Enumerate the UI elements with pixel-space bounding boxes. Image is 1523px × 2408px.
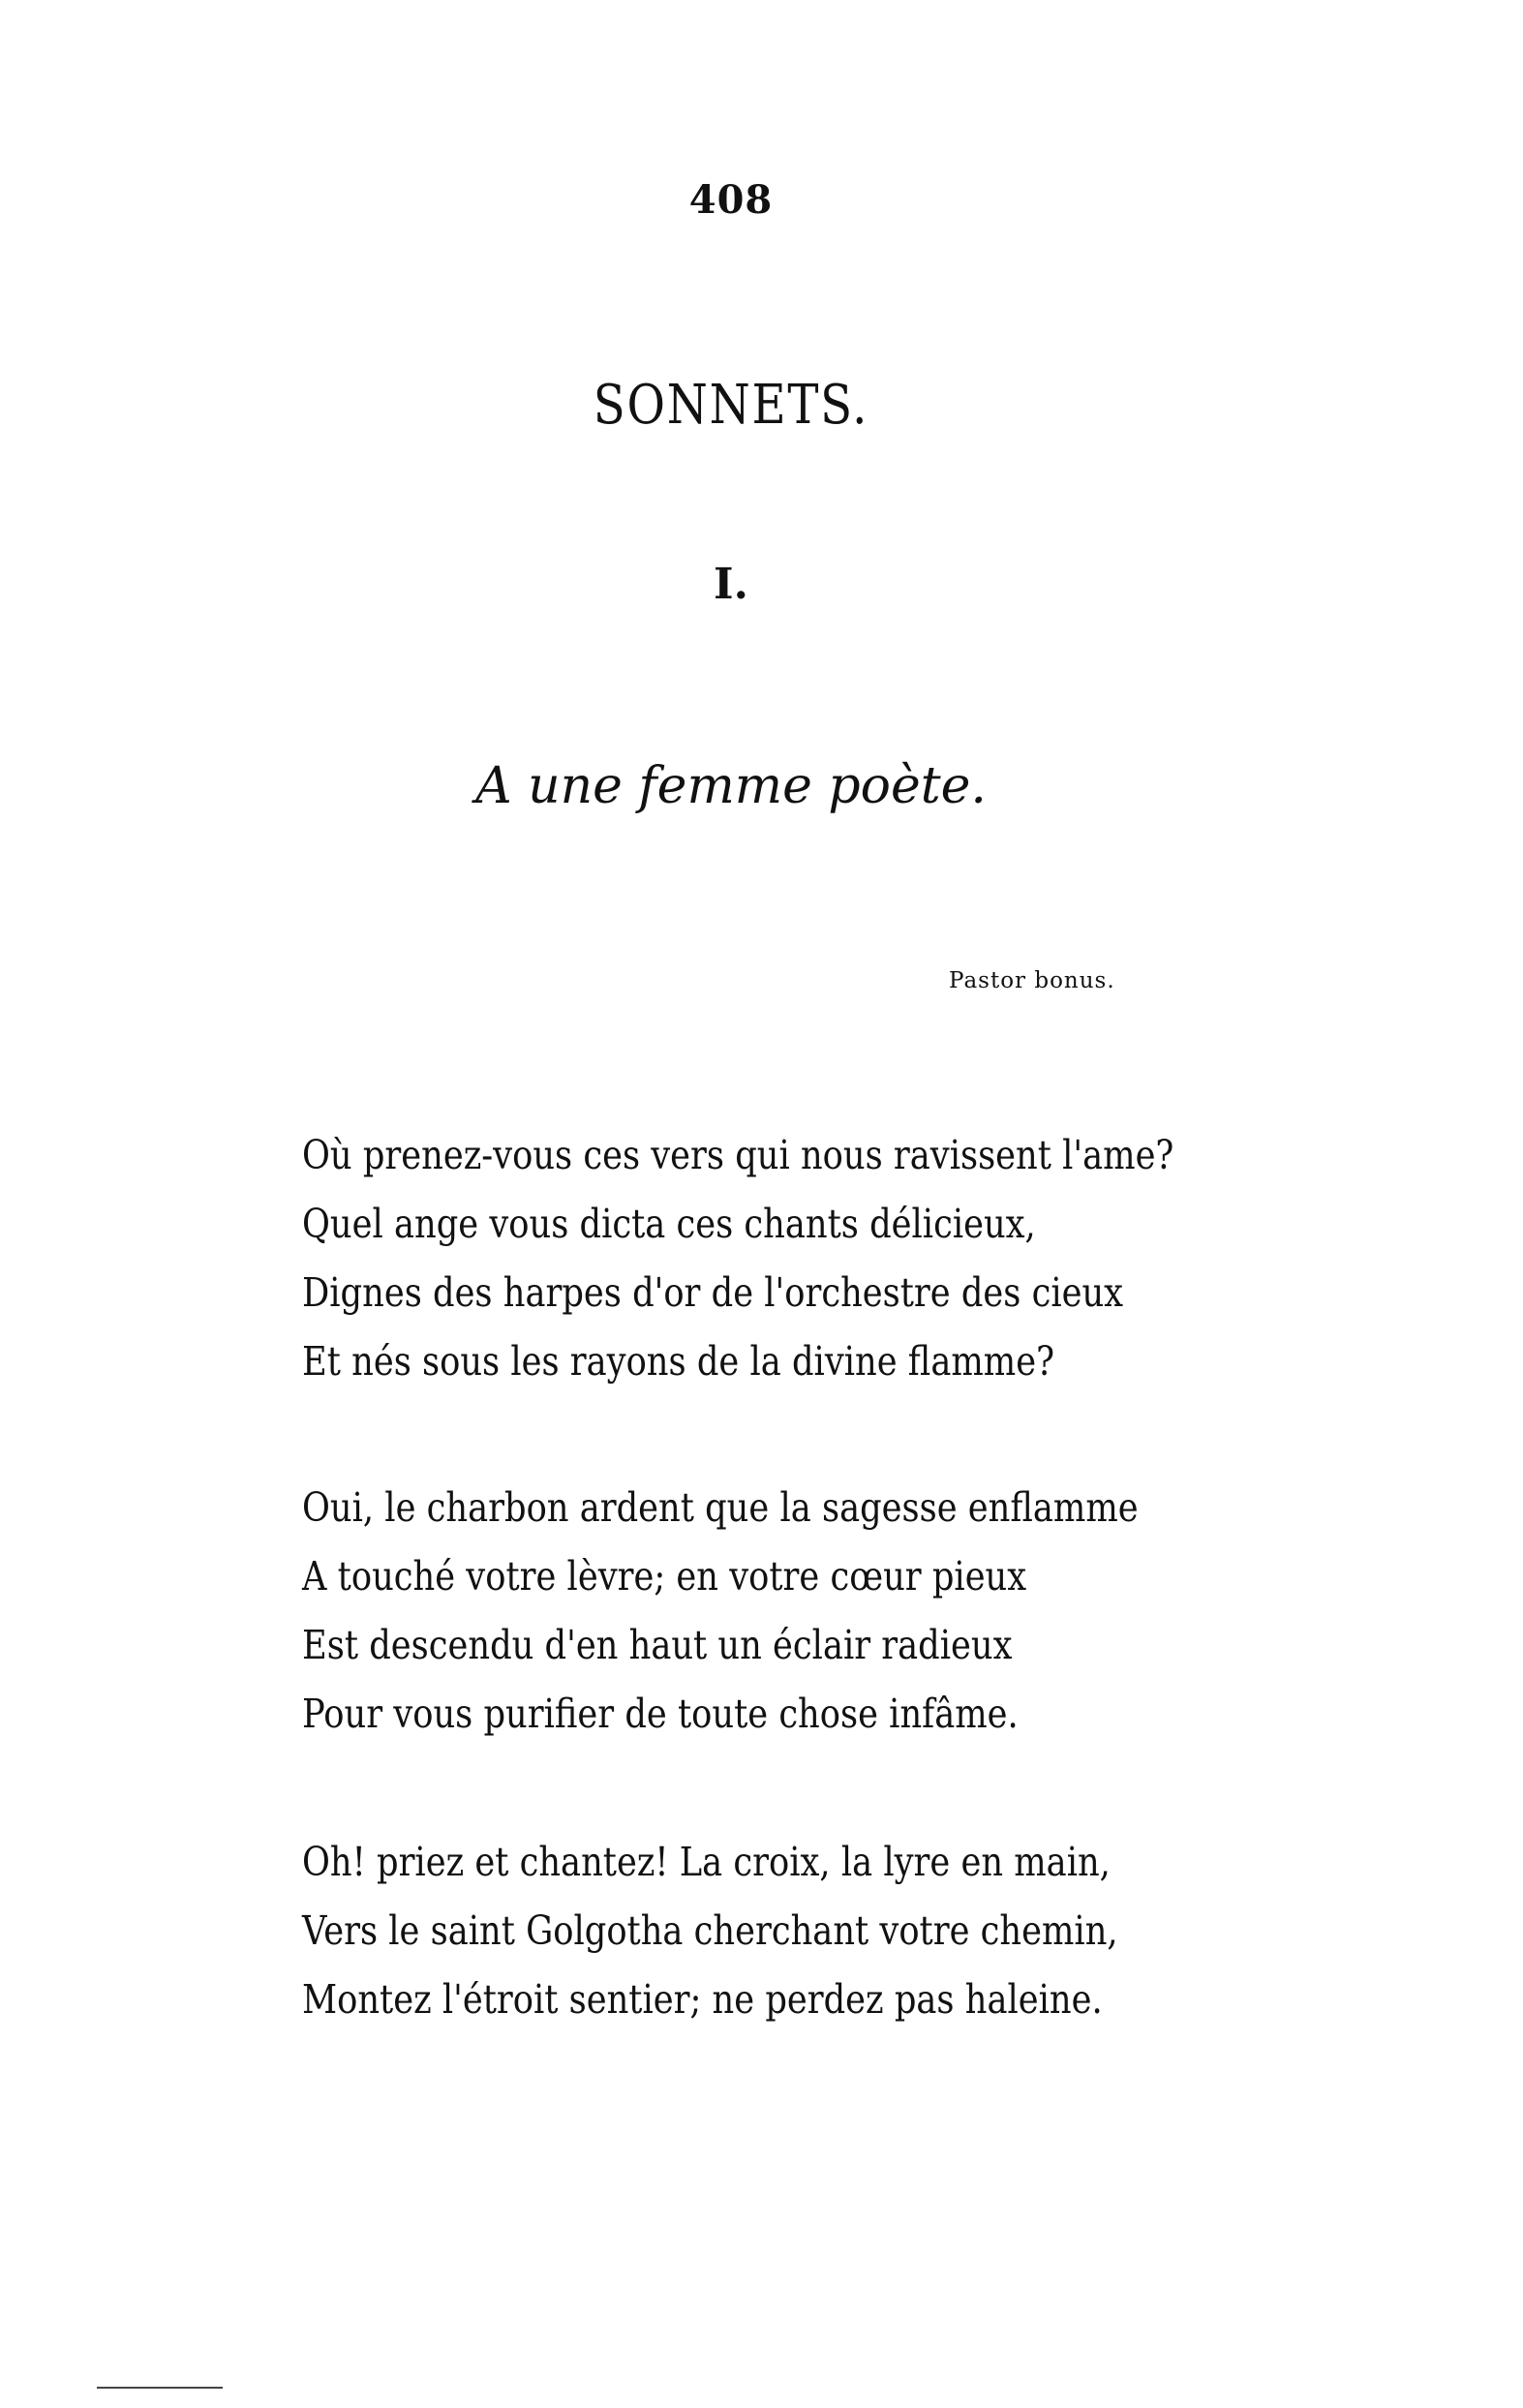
verse-line: Oh! priez et chantez! La croix, la lyre en main, bbox=[302, 1839, 1111, 1885]
sonnet-number: I. bbox=[714, 560, 748, 609]
dedication: A une femme poète. bbox=[475, 757, 987, 815]
verse-line: Pour vous purifier de toute chose infâme. bbox=[302, 1691, 1019, 1737]
verse-line: Oui, le charbon ardent que la sagesse enflamme bbox=[302, 1484, 1139, 1531]
stanza-3 bbox=[302, 1828, 1270, 2034]
page-number: 408 bbox=[688, 177, 774, 223]
verse-line: Montez l'étroit sentier; ne perdez pas haleine. bbox=[302, 1976, 1103, 2023]
verse-line: Et nés sous les rayons de la divine flamme? bbox=[302, 1338, 1054, 1385]
section-title: SONNETS. bbox=[593, 374, 869, 437]
stanza-1 bbox=[302, 1121, 1270, 1396]
verse-line: Vers le saint Golgotha cherchant votre chemin, bbox=[302, 1907, 1118, 1954]
footer-rule bbox=[97, 2387, 223, 2389]
verse-line: Quel ange vous dicta ces chants délicieux, bbox=[302, 1201, 1036, 1247]
verse-line: Dignes des harpes d'or de l'orchestre des cieux bbox=[302, 1269, 1124, 1316]
verse-line: A touché votre lèvre; en votre cœur pieux bbox=[302, 1553, 1027, 1600]
verse-line: Est descendu d'en haut un éclair radieux bbox=[302, 1622, 1013, 1668]
stanza-2 bbox=[302, 1474, 1270, 1749]
epigraph: Pastor bonus. bbox=[949, 968, 1115, 993]
verse-line: Où prenez-vous ces vers qui nous ravissent l'ame? bbox=[302, 1132, 1174, 1178]
